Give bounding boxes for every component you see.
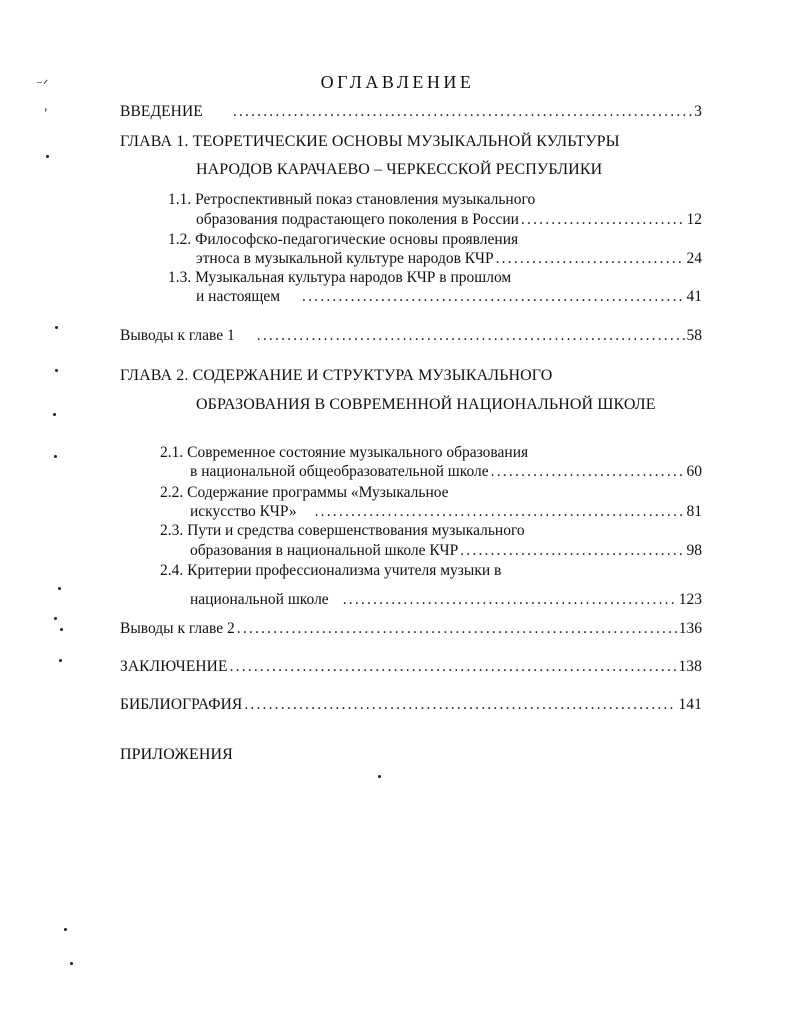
section-2-2-line-1: 2.2. Содержание программы «Музыкальное (160, 484, 449, 501)
toc-label: ВВЕДЕНИЕ (120, 103, 203, 120)
toc-entry-section-2-3 (190, 541, 702, 561)
toc-label: БИБЛИОГРАФИЯ (120, 696, 243, 713)
scan-speck (58, 587, 61, 590)
toc-page-number: 3 (694, 103, 702, 120)
scan-speck (55, 369, 58, 372)
toc-page-number: 81 (686, 503, 702, 520)
scan-speck (54, 617, 57, 620)
section-1-1-line-1: 1.1. Ретроспективный показ становления музыкального (168, 191, 536, 208)
toc-page-number: 41 (686, 288, 702, 305)
toc-leader-dots (230, 657, 677, 677)
toc-leader-dots (302, 287, 684, 307)
toc-label: искусство КЧР» (190, 503, 297, 520)
toc-page-number: 141 (678, 696, 702, 713)
toc-entry-appendices: ПРИЛОЖЕНИЯ (120, 746, 233, 763)
toc-leader-dots (521, 210, 685, 230)
toc-entry-bibliography (120, 695, 702, 715)
chapter-2-heading-line-1: ГЛАВА 2. СОДЕРЖАНИЕ И СТРУКТУРА МУЗЫКАЛЬНОГО (120, 367, 553, 384)
toc-page-number: 60 (686, 463, 702, 480)
toc-label: образования в национальной школе КЧР (190, 542, 459, 559)
section-2-3-line-1: 2.3. Пути и средства совершенствования музыкального (160, 522, 525, 539)
toc-page-number: 136 (678, 620, 702, 637)
toc-entry-conclusion (120, 657, 702, 677)
scan-speck (64, 928, 67, 931)
chapter-1-heading-line-2: НАРОДОВ КАРАЧАЕВО – ЧЕРКЕССКОЙ РЕСПУБЛИКИ (196, 161, 603, 178)
toc-entry-section-2-4 (190, 590, 702, 610)
toc-label: ЗАКЛЮЧЕНИЕ (120, 658, 228, 675)
toc-entry-chapter-1-conclusions (120, 326, 702, 346)
toc-entry-chapter-2-conclusions (120, 619, 702, 639)
toc-page-number: 58 (686, 327, 702, 344)
toc-leader-dots (491, 462, 685, 482)
scan-speck (54, 455, 57, 458)
toc-leader-dots (233, 102, 692, 122)
chapter-2-heading-line-2: ОБРАЗОВАНИЯ В СОВРЕМЕННОЙ НАЦИОНАЛЬНОЙ ШКОЛЕ (196, 396, 656, 413)
toc-entry-intro (120, 102, 702, 122)
toc-entry-section-1-1 (196, 210, 702, 230)
scan-speck (60, 628, 63, 631)
toc-label: Выводы к главе 1 (120, 327, 235, 344)
chapter-1-heading-line-1: ГЛАВА 1. ТЕОРЕТИЧЕСКИЕ ОСНОВЫ МУЗЫКАЛЬНОЙ КУЛЬТУРЫ (120, 133, 620, 150)
scan-speck (55, 326, 58, 329)
toc-label: в национальной общеобразовательной школе (190, 463, 489, 480)
toc-entry-section-1-2 (196, 249, 702, 269)
toc-label: Выводы к главе 2 (120, 620, 235, 637)
toc-leader-dots (257, 326, 685, 346)
scan-speck (46, 155, 49, 158)
toc-leader-dots (496, 249, 685, 269)
toc-entry-section-2-2 (190, 502, 702, 522)
toc-leader-dots (244, 695, 676, 715)
toc-label: национальной школе (190, 591, 329, 608)
scan-speck (378, 775, 381, 778)
toc-page-number: 24 (686, 250, 702, 267)
page-title: ОГЛАВЛЕНИЕ (320, 72, 475, 92)
toc-page-number: 98 (686, 542, 702, 559)
toc-label: этноса в музыкальной культуре народов КЧР (196, 250, 494, 267)
toc-entry-section-2-1 (190, 462, 702, 482)
toc-label: и настоящем (196, 288, 281, 305)
toc-label: образования подрастающего поколения в России (196, 211, 519, 228)
toc-leader-dots (315, 502, 685, 522)
toc-page-number: 123 (678, 591, 702, 608)
scan-speck (59, 659, 62, 662)
section-1-3-line-1: 1.3. Музыкальная культура народов КЧР в прошлом (168, 269, 512, 286)
scan-speck (70, 962, 73, 965)
toc-leader-dots (343, 590, 677, 610)
toc-page-number: 12 (686, 211, 702, 228)
scan-mark: ʹ (44, 108, 48, 123)
scan-speck (53, 413, 56, 416)
toc-leader-dots (237, 619, 677, 639)
toc-page-number: 138 (678, 658, 702, 675)
section-1-2-line-1: 1.2. Философско-педагогические основы проявления (168, 231, 519, 248)
scan-mark: ⁻ᐟ (36, 78, 49, 93)
section-2-1-line-1: 2.1. Современное состояние музыкального образования (160, 444, 529, 461)
toc-entry-section-1-3 (196, 287, 702, 307)
toc-leader-dots (460, 541, 684, 561)
section-2-4-line-1: 2.4. Критерии профессионализма учителя музыки в (160, 562, 502, 579)
